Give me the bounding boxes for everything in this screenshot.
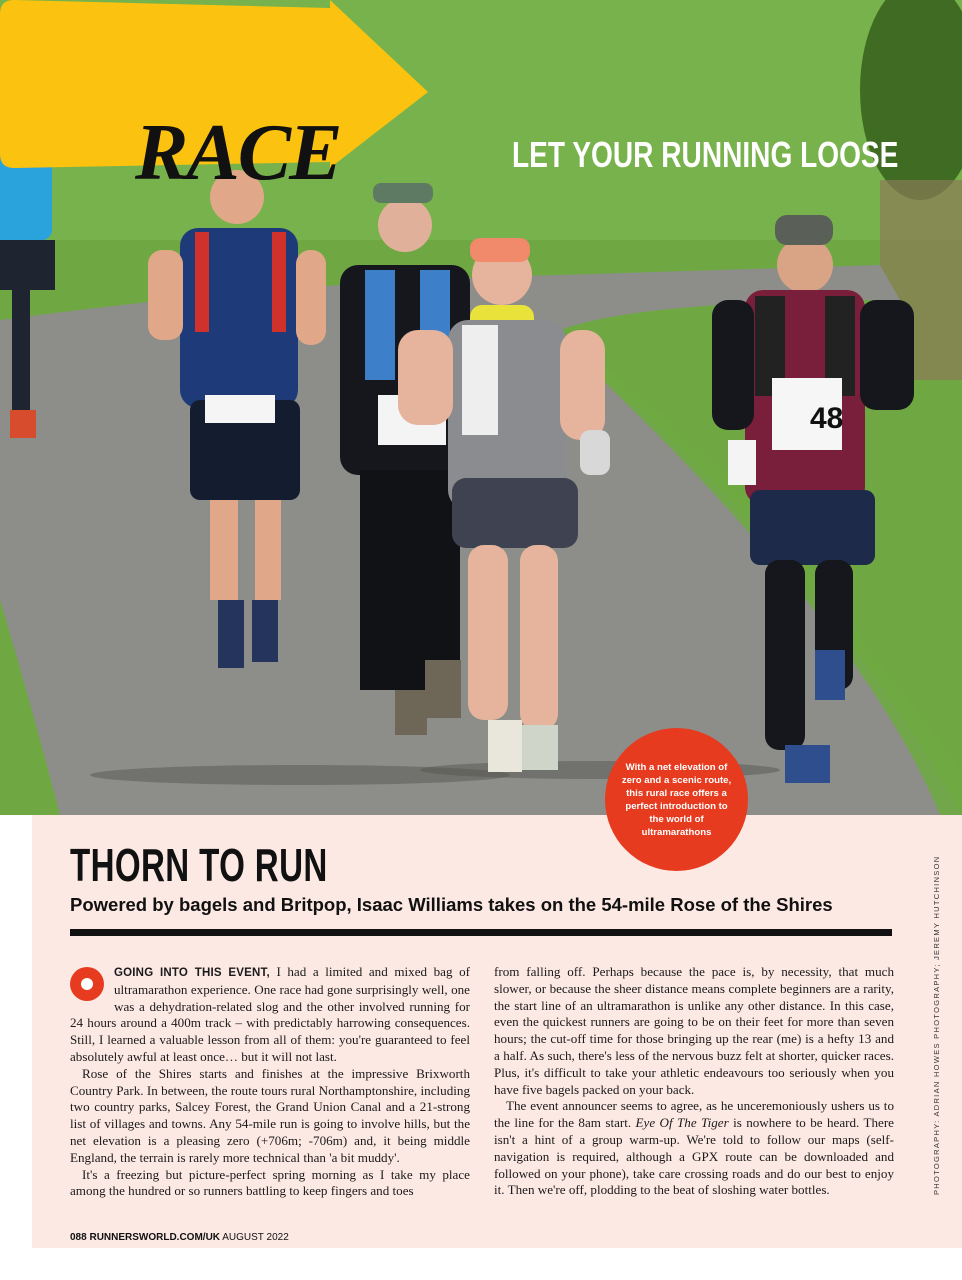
drop-circle-icon bbox=[70, 967, 104, 1001]
lead-in: GOING INTO THIS EVENT, bbox=[114, 967, 270, 979]
site-url: RUNNERSWORLD.COM/UK bbox=[89, 1232, 221, 1243]
article-column-right bbox=[494, 964, 894, 1199]
song-title: Eye Of The Tiger bbox=[635, 1115, 729, 1131]
section-label: RACE bbox=[135, 109, 341, 197]
article-column-left bbox=[70, 964, 470, 1200]
issue-date: AUGUST 2022 bbox=[222, 1232, 289, 1243]
article-paragraph bbox=[494, 1098, 894, 1199]
article-headline: THORN TO RUN bbox=[70, 839, 328, 891]
section-tagline: LET YOUR RUNNING LOOSE bbox=[512, 134, 899, 175]
paragraph-text: I had a limited and mixed bag of ultramarathon experience. One race had gone surprisingly well, one was a dehydration-related slog and the other involved running for 24 hours around a 400m track – with predictably harrowing consequences. Still, I learned a valuable lesson from all of them: you're guaranteed to feel absolutely awful at least once… but it will not last. bbox=[70, 964, 470, 1064]
page-footer bbox=[70, 1232, 289, 1243]
caption-callout: With a net elevation of zero and a scenic route, this rural race offers a perfect introduction to the world of ultramarathons bbox=[605, 728, 748, 871]
article-paragraph: Rose of the Shires starts and finishes at the impressive Brixworth Country Park. In between, the route tours rural Northamptonshire, including two country parks, Salcey Forest, the Grand Union Canal and a 21-strong list of villages and towns. Any 54-mile run is going to involve hills, but the net elevation is a pleasing zero (+706m; -706m) and, it being middle England, the terrain is rarely more technical than 'a bit muddy'. bbox=[70, 1065, 470, 1165]
page-number: 088 bbox=[70, 1232, 87, 1243]
paragraph-text: The event announcer seems to agree, as he unceremoniously ushers us to the line for the 8am start. bbox=[494, 1098, 894, 1131]
article-paragraph: from falling off. Perhaps because the pace is, by necessity, that much slower, or because the sheer distance means complete beginners are a rarity, the start line of an ultramarathon is unlike any other distance. In this case, even the quickest runners are going to be on their feet for more than seven hours; the cut-off time for those bringing up the rear (me) is a hefty 13 and a half. As such, there's less of the nervous buzz felt at shorter, quicker races. Plus, it's difficult to take your athletic endeavours too seriously when you have five bagels packed on your back. bbox=[494, 964, 894, 1097]
photo-credit: PHOTOGRAPHY: ADRIAN HOWES PHOTOGRAPHY; JEREMY HUTCHINSON bbox=[932, 855, 941, 1195]
article-standfirst: Powered by bagels and Britpop, Isaac Williams takes on the 54-mile Rose of the Shires bbox=[70, 894, 833, 915]
paragraph-text: is nowhere to be heard. There isn't a hint of a group warm-up. We're told to follow our maps (self-navigation is required, although a GPX route can be downloaded and followed on your phone), take care crossing roads and do our best to enjoy it. Then we're off, plodding to the beat of sloshing water bottles. bbox=[494, 1115, 894, 1198]
article-paragraph bbox=[70, 964, 470, 1066]
headline-rule bbox=[70, 929, 892, 936]
bib-number: 48 bbox=[810, 402, 844, 435]
article-paragraph: It's a freezing but picture-perfect spring morning as I take my place among the hundred or so runners battling to keep fingers and toes bbox=[70, 1166, 470, 1199]
